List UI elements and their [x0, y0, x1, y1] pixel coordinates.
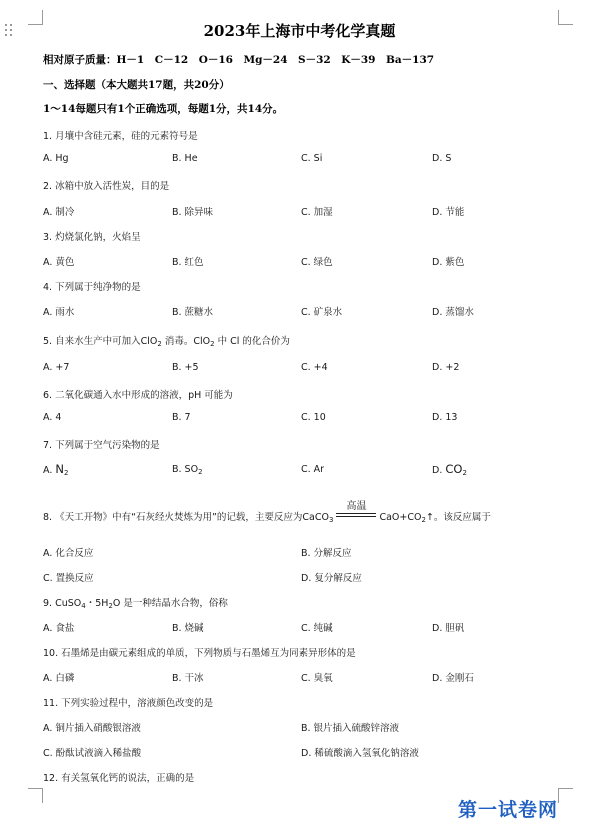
q1-option-d: D. S [432, 153, 452, 164]
watermark-logo: 第一试卷网 [458, 799, 559, 821]
q3-option-a: A. 黄色 [43, 257, 75, 268]
question-6: 6. 二氧化碳通入水中形成的溶液，pH 可能为 [43, 390, 233, 401]
q8-option-a: A. 化合反应 [43, 548, 94, 559]
q1-option-a: A. Hg [43, 153, 69, 164]
question-11: 11. 下列实验过程中，溶液颜色改变的是 [43, 698, 214, 709]
q5-option-c: C. +4 [301, 362, 328, 373]
q4-option-a: A. 雨水 [43, 307, 75, 318]
q6-option-a: A. 4 [43, 412, 62, 423]
q10-option-d: D. 金刚石 [432, 673, 474, 684]
q5-option-b: B. +5 [172, 362, 199, 373]
q6-option-b: B. 7 [172, 412, 191, 423]
question-12: 12. 有关氢氧化钙的说法，正确的是 [43, 773, 195, 784]
q1-option-c: C. Si [301, 153, 323, 164]
q5-option-a: A. +7 [43, 362, 70, 373]
q11-option-c: C. 酚酞试液滴入稀盐酸 [43, 748, 142, 759]
q11-option-d: D. 稀硫酸滴入氢氧化钠溶液 [301, 748, 419, 759]
q7-option-d: D. $CO_2$ [432, 462, 467, 477]
q10-option-c: C. 臭氧 [301, 673, 333, 684]
q4-option-d: D. 蒸馏水 [432, 307, 474, 318]
question-1: 1. 月壤中含硅元素，硅的元素符号是 [43, 131, 198, 142]
q9-option-b: B. 烧碱 [172, 623, 204, 634]
q10-option-a: A. 白磷 [43, 673, 75, 684]
q3-option-b: B. 红色 [172, 257, 204, 268]
q8-option-c: C. 置换反应 [43, 573, 94, 584]
q7-option-b: B. $SO_2$ [172, 464, 203, 476]
document-title: 2023年上海市中考化学真题 [203, 22, 396, 40]
q3-option-d: D. 紫色 [432, 257, 465, 268]
question-8: 8. 《天工开物》中有“石灰经火焚炼为用”的记载，主要反应为CaCO$_3$ 高温 $CaO+CO_2↑$。该反应属于 [43, 501, 491, 524]
q5-option-d: D. +2 [432, 362, 460, 373]
q4-option-c: C. 矿泉水 [301, 307, 343, 318]
q11-option-b: B. 银片插入硫酸锌溶液 [301, 723, 400, 734]
question-9: 9. CuSO$_4$・$5H_2O$ 是一种结晶水合物，俗称 [43, 598, 228, 610]
q2-option-b: B. 除异味 [172, 207, 214, 218]
q1-option-b: B. He [172, 153, 198, 164]
question-4: 4. 下列属于纯净物的是 [43, 282, 141, 293]
q6-option-c: C. 10 [301, 412, 326, 423]
q7-option-a: A. $N_2$ [43, 462, 69, 477]
q8-option-d: D. 复分解反应 [301, 573, 362, 584]
question-3: 3. 灼烧氯化钠，火焰呈 [43, 232, 141, 243]
atomic-masses: 相对原子质量：H－1 C－12 O－16 Mg－24 S－32 K－39 Ba－137 [43, 54, 435, 66]
question-5: 5. 自来水生产中可加入ClO$_2$ 消毒。ClO$_2$ 中 Cl 的化合价为 [43, 336, 290, 348]
q10-option-b: B. 干冰 [172, 673, 204, 684]
q9-option-c: C. 纯碱 [301, 623, 333, 634]
q11-option-a: A. 铜片插入硝酸银溶液 [43, 723, 141, 734]
q2-option-d: D. 节能 [432, 207, 465, 218]
q7-option-c: C. Ar [301, 464, 325, 475]
q2-option-c: C. 加湿 [301, 207, 333, 218]
q8-option-b: B. 分解反应 [301, 548, 352, 559]
q6-option-d: D. 13 [432, 412, 458, 423]
crop-mark-bottom-right [558, 788, 573, 803]
question-2: 2. 冰箱中放入活性炭，目的是 [43, 181, 170, 192]
crop-mark-bottom-left [28, 788, 43, 803]
question-7: 7. 下列属于空气污染物的是 [43, 440, 160, 451]
q3-option-c: C. 绿色 [301, 257, 333, 268]
reaction-condition-arrow: 高温 [336, 508, 376, 520]
q9-option-d: D. 胆矾 [432, 623, 465, 634]
q4-option-b: B. 蔗糖水 [172, 307, 214, 318]
question-10: 10. 石墨烯是由碳元素组成的单质，下列物质与石墨烯互为同素异形体的是 [43, 648, 356, 659]
q9-option-a: A. 食盐 [43, 623, 75, 634]
q2-option-a: A. 制冷 [43, 207, 75, 218]
section-heading: 一、选择题（本大题共17题，共20分） [43, 79, 230, 91]
section-instruction: 1～14每题只有1个正确选项，每题1分，共14分。 [43, 103, 284, 115]
